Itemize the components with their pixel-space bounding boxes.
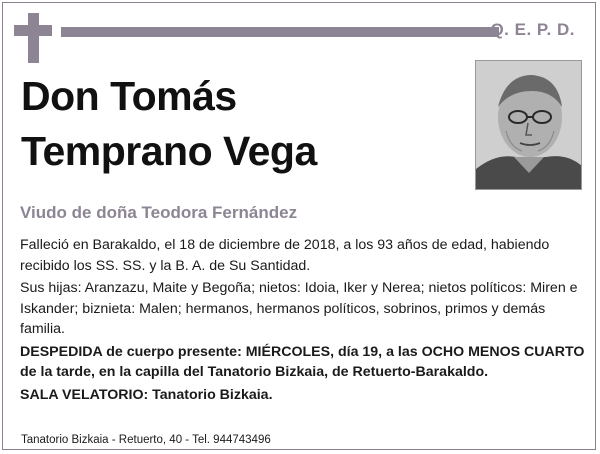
- portrait-photo-icon: [476, 61, 582, 190]
- name-line-2: Temprano Vega: [21, 128, 317, 174]
- funeral-home-footer: Tanatorio Bizkaia - Retuerto, 40 - Tel. 944743496: [21, 434, 271, 446]
- death-details: Falleció en Barakaldo, el 18 de diciembre de 2018, a los 93 años de edad, habiendo recibido los SS. SS. y la B. A. de Su Santidad.: [20, 237, 550, 274]
- obituary-notice: [2, 2, 596, 450]
- widower-line: Viudo de doña Teodora Fernández: [20, 203, 298, 222]
- family-list: Sus hijas: Aranzazu, Maite y Begoña; nietos: Idoia, Iker y Nerea; nietos políticos: Miren e Iskander; biznieta: Malen; hermanos, hermanos políticos, sobrinos, primos y demás familia.: [20, 280, 578, 337]
- wake-room: SALA VELATORIO: Tanatorio Bizkaia.: [20, 386, 273, 403]
- header-rule: [61, 27, 499, 37]
- cross-icon-vertical: [28, 13, 39, 63]
- portrait-photo: [475, 60, 582, 190]
- qepd-label: Q. E. P. D.: [490, 20, 575, 39]
- farewell-details: DESPEDIDA de cuerpo presente: MIÉRCOLES, día 19, a las OCHO MENOS CUARTO de la tarde, en la capilla del Tanatorio Bizkaia, de Retuerto-Barakaldo.: [20, 343, 585, 380]
- name-line-1: Don Tomás: [21, 73, 237, 119]
- obituary-body: [20, 235, 586, 407]
- cross-icon-horizontal: [14, 25, 52, 36]
- deceased-name: [21, 69, 461, 179]
